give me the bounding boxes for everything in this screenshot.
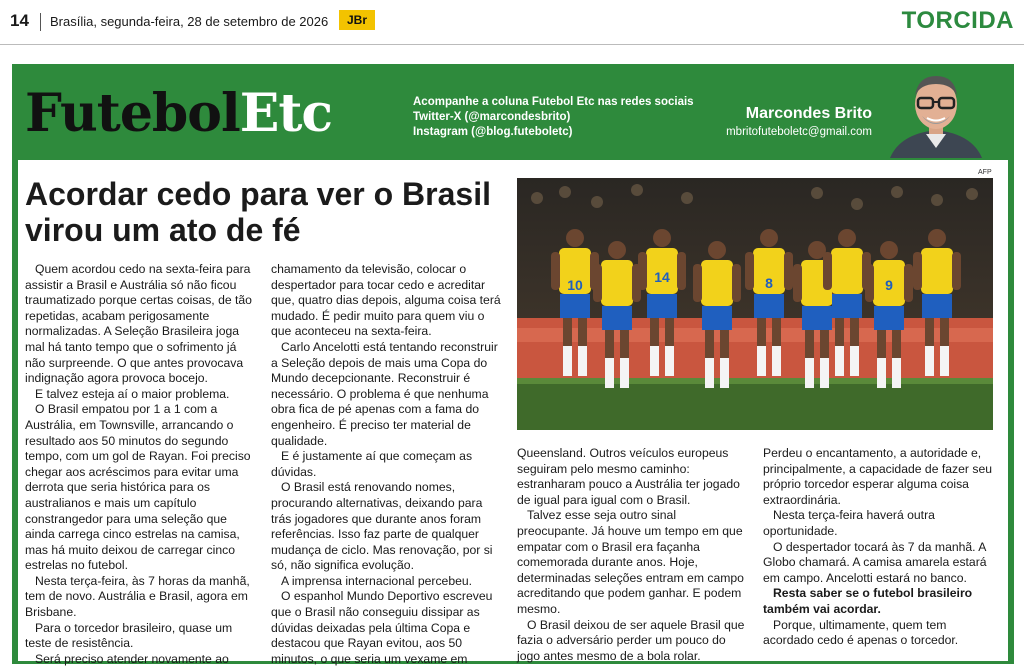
header-rule bbox=[0, 44, 1024, 45]
paragraph: Queensland. Outros veículos europeus seguiram pelo mesmo caminho: estranharam pouco a Austrália ter jogado de igual para igual com o Brasil. bbox=[517, 446, 740, 507]
author-name: Marcondes Brito bbox=[745, 105, 872, 122]
section-title: TORCIDA bbox=[901, 7, 1014, 34]
logo-word-futebol: Futebol bbox=[25, 83, 240, 144]
photo-credit: AFP bbox=[978, 169, 992, 176]
paragraph: O Brasil deixou de ser aquele Brasil que fazia o adversário perder um pouco do jogo antes mesmo de a bola rolar. bbox=[517, 617, 745, 663]
paragraph: Nesta terça-feira, às 7 horas da manhã, tem de novo. Austrália e Brasil, agora em Brisbane. bbox=[25, 573, 250, 620]
paragraph: chamamento da televisão, colocar o despertador para tocar cedo e acreditar que, quatro dias depois, alguma coisa terá mudado. É pedir muito para quem viu o que aconteceu na sexta-feira. bbox=[271, 262, 501, 339]
paragraph: Carlo Ancelotti está tentando reconstruir a Seleção depois de mais uma Copa do Mundo decepcionante. Reconstruir é necessário. O problema é que nenhuma obra fica de pé apenas com a fama do engenheiro. É preciso ter material de qualidade. bbox=[271, 339, 498, 448]
paragraph: Perdeu o encantamento, a autoridade e, principalmente, a capacidade de fazer seu próprio torcedor esperar alguma coisa extraordinária. bbox=[763, 446, 992, 507]
social-intro: Acompanhe a coluna Futebol Etc nas redes sociais bbox=[413, 96, 694, 108]
paragraph: Para o torcedor brasileiro, quase um teste de resistência. bbox=[25, 620, 233, 651]
edition-date: Brasília, segunda-feira, 28 de setembro de 2026 bbox=[50, 14, 329, 29]
text-column-2 bbox=[271, 262, 501, 667]
paragraph: O Brasil empatou por 1 a 1 com a Austrália, em Townsville, arrancando o resultado aos 50 minutos do segundo tempo, com um gol de Rayan. Foi preciso chegar aos acréscimos para evitar uma derrota que seria histórica para os australianos e mais um capítulo constrangedor para uma seleção que ainda carrega cinco estrelas na camisa, mas há muito deixou de carregar cinco estrelas no futebol. bbox=[25, 402, 251, 573]
paragraph: E talvez esteja aí o maior problema. bbox=[35, 386, 230, 401]
jersey-number: 8 bbox=[765, 275, 773, 291]
paragraph: O Brasil está renovando nomes, procurando alternativas, deixando para trás jogadores que durante anos foram referências. Isso faz parte de qualquer mudança de ciclo. Mas renovação, por si só, não significa evolução. bbox=[271, 480, 493, 573]
paragraph: A imprensa internacional percebeu. bbox=[281, 573, 473, 588]
brand-badge: JBr bbox=[339, 10, 375, 30]
text-column-4 bbox=[763, 446, 993, 649]
article-headline: Acordar cedo para ver o Brasil virou um ato de fé bbox=[25, 176, 491, 248]
author-email: mbritofuteboletc@gmail.com bbox=[726, 126, 872, 138]
paragraph: Resta saber se o futebol brasileiro também vai acordar. bbox=[763, 586, 973, 616]
header-separator bbox=[40, 13, 41, 31]
column-logo bbox=[25, 84, 332, 144]
jersey-number: 14 bbox=[654, 269, 670, 285]
page-number: 14 bbox=[10, 11, 29, 30]
text-column-3 bbox=[517, 446, 747, 664]
logo-word-etc: Etc bbox=[239, 83, 333, 144]
paragraph: E é justamente aí que começam as dúvidas. bbox=[271, 449, 473, 479]
match-photo bbox=[517, 178, 993, 430]
paragraph: O espanhol Mundo Deportivo escreveu que o Brasil não conseguiu dissipar as dúvidas deixadas pela última Copa e destacou que Rayan evitou, aos 50 minutos, o que seria um vexame em bbox=[271, 589, 493, 666]
paragraph: Nesta terça-feira haverá outra oportunidade. bbox=[763, 508, 935, 538]
jersey-number: 10 bbox=[567, 277, 583, 293]
paragraph: Porque, ultimamente, quem tem acordado cedo é apenas o torcedor. bbox=[763, 617, 959, 648]
social-instagram: Instagram (@blog.futeboletc) bbox=[413, 126, 573, 138]
paragraph: O despertador tocará às 7 da manhã. A Globo chamará. A camisa amarela estará em campo. Ancelotti estará no banco. bbox=[763, 539, 987, 585]
author-photo bbox=[880, 68, 992, 158]
text-column-1 bbox=[25, 262, 255, 667]
jersey-number: 9 bbox=[885, 277, 893, 293]
social-twitter: Twitter-X (@marcondesbrito) bbox=[413, 111, 571, 123]
paragraph: Quem acordou cedo na sexta-feira para assistir a Brasil e Austrália só não ficou traumatizado porque certas coisas, de tão repetidas, acabam perigosamente normalizadas. A Seleção Brasileira joga mal há tanto tempo que o sofrimento já não surpreende. O que antes provocava indignação agora provoca bocejo. bbox=[25, 262, 252, 386]
paragraph: Talvez esse seja outro sinal preocupante. Já houve um tempo em que empatar com o Brasil era façanha comemorada durante anos. Hoje, determinadas seleções entram em campo acreditando que podem ganhar. E podem mesmo. bbox=[517, 508, 744, 616]
paragraph: Será preciso atender novamente ao bbox=[35, 651, 229, 666]
